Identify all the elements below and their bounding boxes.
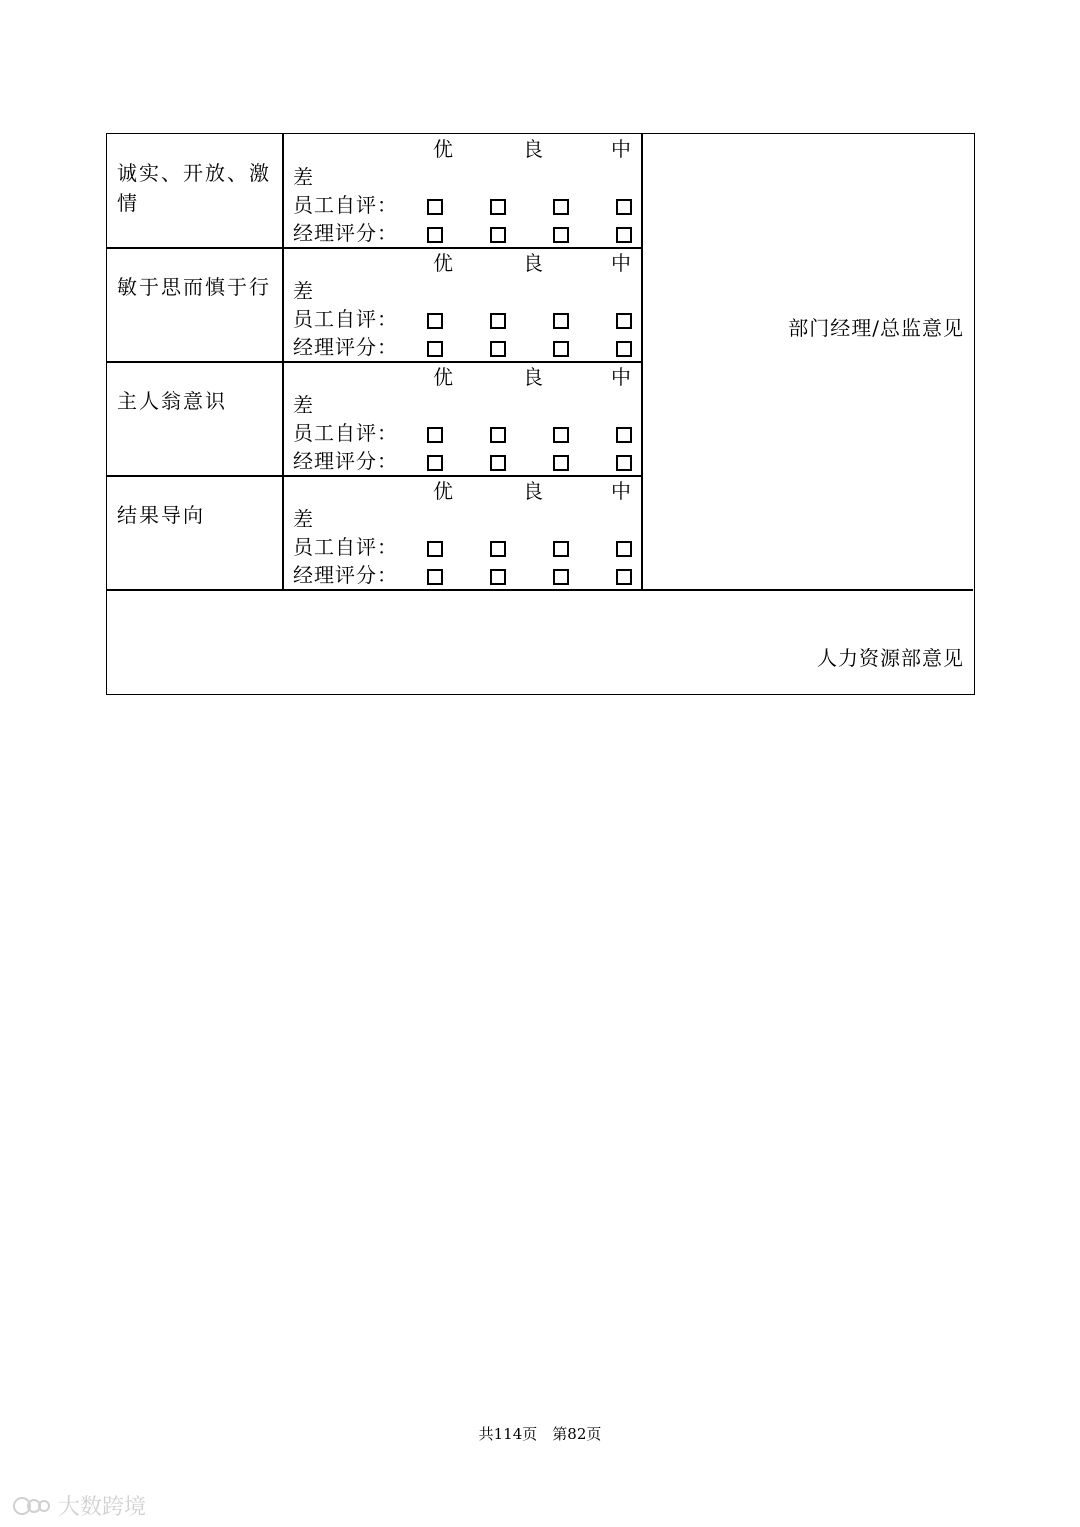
grade-good: 良 [523, 251, 543, 275]
grade-poor: 差 [293, 279, 313, 303]
self-good-checkbox[interactable] [490, 199, 506, 215]
evaluation-table [106, 133, 975, 695]
manager-good-checkbox[interactable] [490, 227, 506, 243]
self-good-checkbox[interactable] [490, 313, 506, 329]
grade-average: 中 [611, 479, 631, 503]
self-excellent-checkbox[interactable] [427, 427, 443, 443]
grade-good: 良 [523, 479, 543, 503]
manager-excellent-checkbox[interactable] [427, 341, 443, 357]
manager-average-checkbox[interactable] [553, 569, 569, 585]
grade-excellent: 优 [433, 251, 453, 275]
trait-name: 结果导向 [117, 503, 205, 527]
self-good-checkbox[interactable] [490, 541, 506, 557]
grade-average: 中 [611, 137, 631, 161]
manager-good-checkbox[interactable] [490, 455, 506, 471]
grade-poor: 差 [293, 507, 313, 531]
self-poor-checkbox[interactable] [616, 541, 632, 557]
self-poor-checkbox[interactable] [616, 427, 632, 443]
manager-good-checkbox[interactable] [490, 569, 506, 585]
grade-poor: 差 [293, 165, 313, 189]
manager-average-checkbox[interactable] [553, 227, 569, 243]
trait-name: 诚实、开放、激情 [117, 161, 271, 215]
trait-name: 主人翁意识 [117, 389, 227, 413]
self-poor-checkbox[interactable] [616, 199, 632, 215]
trait-row [107, 476, 747, 590]
self-average-checkbox[interactable] [553, 427, 569, 443]
grade-average: 中 [611, 251, 631, 275]
grade-excellent: 优 [433, 137, 453, 161]
self-poor-checkbox[interactable] [616, 313, 632, 329]
manager-rating-label: 经理评分： [293, 563, 398, 587]
manager-poor-checkbox[interactable] [616, 455, 632, 471]
manager-good-checkbox[interactable] [490, 341, 506, 357]
manager-poor-checkbox[interactable] [616, 227, 632, 243]
self-rating-label: 员工自评： [293, 307, 398, 331]
rating-cell [283, 248, 641, 362]
self-average-checkbox[interactable] [553, 313, 569, 329]
manager-poor-checkbox[interactable] [616, 569, 632, 585]
watermark [12, 1490, 146, 1521]
manager-excellent-checkbox[interactable] [427, 569, 443, 585]
trait-row [107, 362, 747, 476]
watermark-text: 大数跨境 [58, 1495, 147, 1520]
rating-cell [283, 476, 641, 590]
manager-excellent-checkbox[interactable] [427, 227, 443, 243]
self-rating-label: 员工自评： [293, 535, 398, 559]
manager-rating-label: 经理评分： [293, 335, 398, 359]
manager-poor-checkbox[interactable] [616, 341, 632, 357]
self-average-checkbox[interactable] [553, 199, 569, 215]
self-good-checkbox[interactable] [490, 427, 506, 443]
rating-cell [283, 362, 641, 476]
grade-good: 良 [523, 365, 543, 389]
trait-row [107, 248, 747, 362]
self-excellent-checkbox[interactable] [427, 541, 443, 557]
self-excellent-checkbox[interactable] [427, 313, 443, 329]
manager-rating-label: 经理评分： [293, 449, 398, 473]
rating-cell [283, 134, 641, 248]
self-rating-label: 员工自评： [293, 421, 398, 445]
self-excellent-checkbox[interactable] [427, 199, 443, 215]
manager-rating-label: 经理评分： [293, 221, 398, 245]
self-rating-label: 员工自评： [293, 193, 398, 217]
manager-average-checkbox[interactable] [553, 455, 569, 471]
grade-good: 良 [523, 137, 543, 161]
grade-poor: 差 [293, 393, 313, 417]
watermark-logo-icon [12, 1493, 52, 1519]
grade-average: 中 [611, 365, 631, 389]
grade-excellent: 优 [433, 479, 453, 503]
manager-excellent-checkbox[interactable] [427, 455, 443, 471]
manager-average-checkbox[interactable] [553, 341, 569, 357]
trait-name: 敏于思而慎于行 [117, 275, 271, 299]
grade-excellent: 优 [433, 365, 453, 389]
self-average-checkbox[interactable] [553, 541, 569, 557]
page-footer: 共114页 第82页 [478, 1425, 602, 1443]
trait-row [107, 134, 747, 248]
dept-manager-opinion-label: 部门经理/总监意见 [788, 316, 964, 340]
hr-opinion-label: 人力资源部意见 [817, 646, 964, 670]
